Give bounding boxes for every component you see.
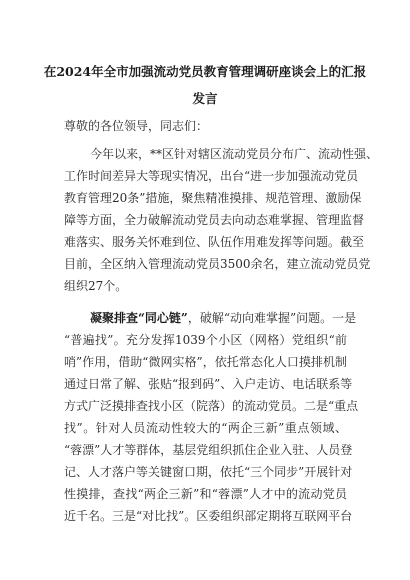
paragraph-1-line: 教育管理20条”措施，聚焦精准摸排、规范管理、激励保 [64, 191, 362, 205]
paragraph-2-line: 方式广泛摸排查找小区（院落）的流动党员。二是“重点 [64, 399, 359, 413]
paragraph-2-line: 记、人才落户等关键窗口期，依托“三个同步”开展针对 [64, 465, 353, 479]
paragraph-2-first-rest: ，破解“动向难掌握”问题。一是 [187, 311, 357, 325]
paragraph-1-line: 今年以来，**区针对辖区流动党员分布广、流动性强、 [90, 147, 379, 161]
salutation: 尊敬的各位领导，同志们： [64, 119, 209, 133]
paragraph-1-line: 目前，全区纳入管理流动党员3500余名，建立流动党员党 [64, 257, 371, 271]
paragraph-2-line: 找”。针对人员流动性较大的“两企三新”重点领域、 [64, 421, 347, 435]
document-title-line-2: 发言 [192, 91, 218, 106]
paragraph-2-first-line [90, 310, 357, 326]
paragraph-2-line: 通过日常了解、张贴“报到码”、入户走访、电话联系等 [64, 377, 353, 391]
paragraph-1-line: 难落实、服务关怀难到位、队伍作用难发挥等问题。截至 [64, 235, 365, 249]
paragraph-2-line: “普遍找”。充分发挥1039个小区（网格）党组织“前 [64, 333, 347, 347]
paragraph-1-line: 组织27个。 [64, 279, 128, 293]
paragraph-2-line: 性摸排，查找“两企三新”和“蓉漂”人才中的流动党员 [64, 487, 347, 501]
paragraph-2-heading: 凝聚排查“同心链” [90, 311, 188, 325]
paragraph-1-line: 障等方面，全力破解流动党员去向动态难掌握、管理监督 [64, 213, 365, 227]
paragraph-1-line: 工作时间差异大等现实情况，出台“进一步加强流动党员 [64, 169, 359, 183]
paragraph-2-line: 近千名。三是“对比找”。区委组织部定期将互联网平台 [64, 509, 353, 523]
paragraph-2-line: “蓉漂”人才等群体，基层党组织抓住企业入驻、人员登 [64, 443, 353, 457]
paragraph-2-line: 哨”作用，借助“微网实格”，依托常态化人口摸排机制 [64, 355, 347, 369]
document-title-line-1: 在2024年全市加强流动党员教育管理调研座谈会上的汇报 [43, 64, 367, 79]
